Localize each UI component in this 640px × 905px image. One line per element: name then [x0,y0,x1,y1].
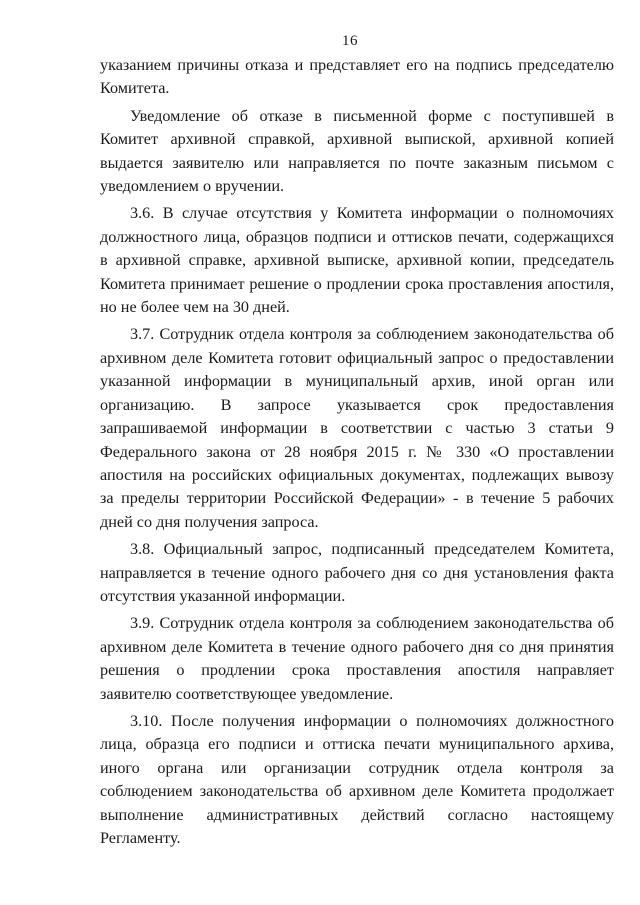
text-line: 3.9. Сотрудник отдела контроля за соблюдением законодательства об [130,614,614,633]
text-line: архивном деле Комитета готовит официальный запрос о предоставлении [100,348,614,367]
text-line: Уведомление об отказе в письменной форме с поступившей в [130,106,614,125]
text-line: должностного лица, образцов подписи и оттисков печати, содержащихся [100,227,614,246]
text-line: выполнение административных действий согласно настоящему [100,805,614,824]
text-line: указанием причины отказа и представляет его на подпись председателю [100,56,614,74]
page-number: 16 [342,33,358,49]
text-line: 3.10. После получения информации о полномочиях должностного [130,711,614,730]
text-line: 3.6. В случае отсутствия у Комитета информации о полномочиях [130,204,614,223]
text-line: соблюдением законодательства об архивном деле Комитета продолжает [100,782,614,801]
paragraph-3-6 [100,202,614,319]
text-line: уведомлением о вручении. [100,177,285,196]
text-line: архивном деле Комитета в течение одного рабочего дня со дня принятия [100,637,614,656]
text-line: Комитета. [100,79,170,98]
document-body [100,54,614,850]
text-line: Комитета принимает решение о продлении срока проставления апостиля, [100,274,614,293]
text-line: заявителю соответствующее уведомление. [100,684,394,703]
text-line: 3.8. Официальный запрос, подписанный председателем Комитета, [130,540,614,559]
text-line: в архивной справке, архивной выписке, архивной копии, председатель [100,251,614,270]
text-line: за пределы территории Российской Федерации» - в течение 5 рабочих [100,489,614,508]
text-line: решения о продлении срока проставления апостиля направляет [100,661,614,680]
text-line: выдается заявителю или направляется по почте заказным письмом с [100,153,614,172]
text-line: Регламенту. [100,829,181,847]
paragraph-3-7 [100,323,614,534]
paragraph-continuation [100,54,614,101]
paragraph-3-9 [100,612,614,706]
text-line: но не более чем на 30 дней. [100,298,290,317]
text-line: запрашиваемой информации в соответствии с частью 3 статьи 9 [100,419,614,438]
text-line: Федерального закона от 28 ноября 2015 г. № 330 «О проставлении [100,442,614,461]
text-line: организацию. В запросе указывается срок предоставления [100,395,614,414]
paragraph-3-8 [100,538,614,608]
text-line: 3.7. Сотрудник отдела контроля за соблюдением законодательства об [130,325,614,344]
text-line: дней со дня получения запроса. [100,512,319,531]
text-line: апостиля на российских официальных документах, подлежащих вывозу [100,465,614,484]
text-line: указанной информации в муниципальный архив, иной орган или [100,372,614,391]
text-line: иного органа или организации сотрудник отдела контроля за [100,758,614,777]
text-line: лица, образца его подписи и оттиска печати муниципального архива, [100,735,614,754]
text-line: Комитет архивной справкой, архивной выпиской, архивной копией [100,130,614,149]
paragraph-refusal-notice [100,105,614,199]
text-line: отсутствия указанной информации. [100,586,346,605]
paragraph-3-10 [100,710,614,850]
text-line: направляется в течение одного рабочего дня со дня установления факта [100,563,614,582]
